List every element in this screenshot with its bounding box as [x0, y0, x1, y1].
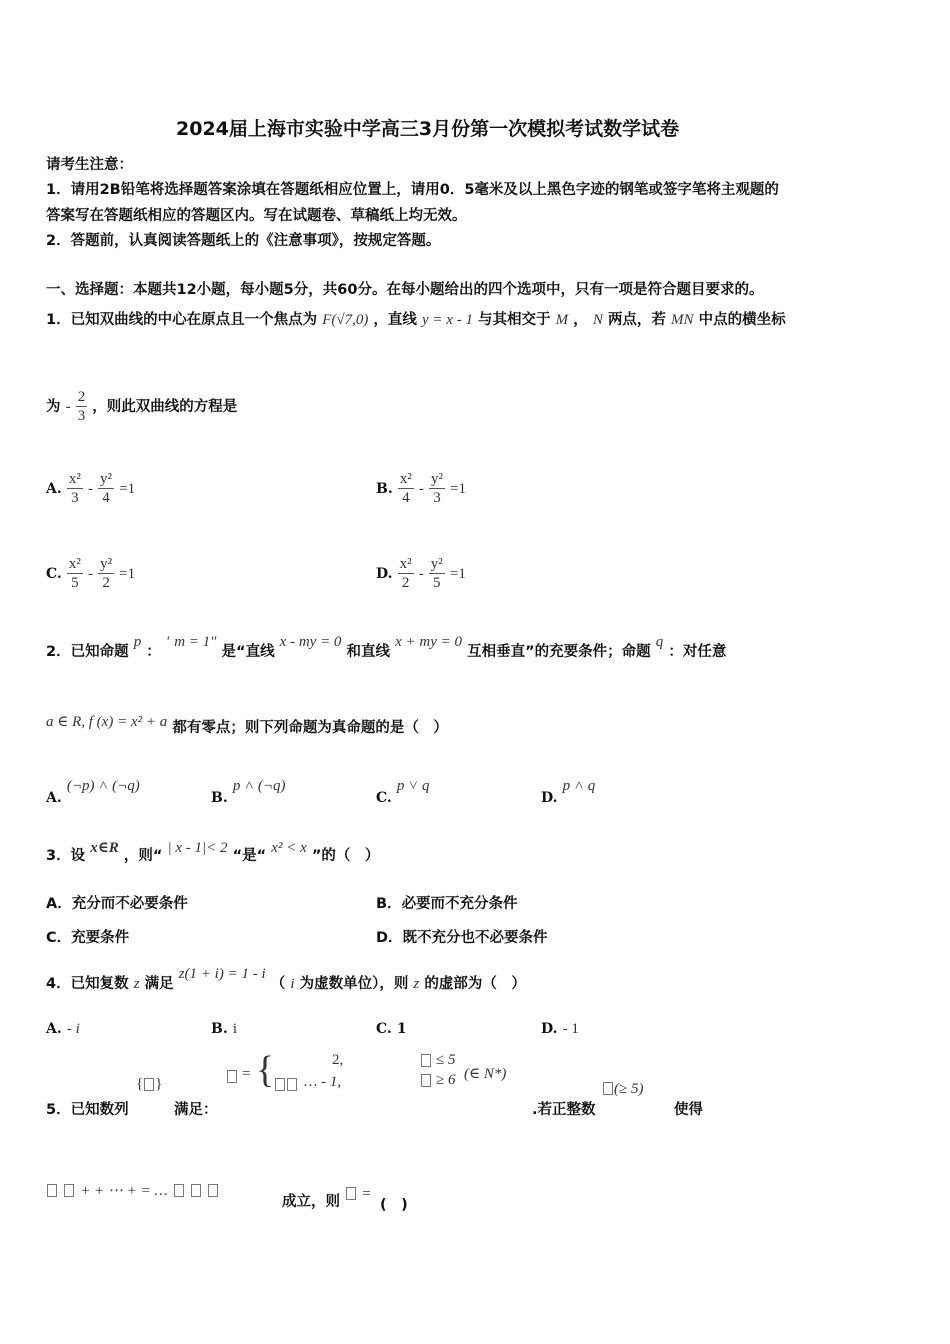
q5-text-1: 5．已知数列 [46, 1102, 129, 1118]
q1-sep: ， [573, 312, 588, 328]
q5-k-condition: (≥ 5) [602, 1078, 643, 1098]
section-heading: 一、选择题：本题共12小题，每小题5分，共60分。在每小题给出的四个选项中，只有一项是符合题目要求的。 [46, 282, 764, 298]
q5-case-1: 2, [332, 1052, 344, 1068]
q5-sequence-symbol: { } [136, 1076, 163, 1092]
q3-option-b[interactable]: B．必要而不充分条件 [376, 896, 518, 912]
q1-text-5: 中点的横坐标 [698, 312, 786, 328]
q4-option-c[interactable]: C. 1 [376, 1021, 407, 1037]
q4-option-a[interactable]: A. - i [46, 1021, 80, 1037]
q1-text-7: ，则此双曲线的方程是 [92, 399, 238, 415]
notice-line-1: 1．请用2B铅笔将选择题答案涂填在答题纸相应位置上，请用0．5毫米及以上黑色字迹的钢笔或签字笔将主观题的 [46, 182, 779, 198]
question-2-stem: 2．已知命题 p ： ' m = 1" 是“直线 x - my = 0 和直线 x + my = 0 互相垂直”的充要条件；命题 q ：对任意 [46, 634, 727, 660]
q5-answer-blank: ( ) [380, 1197, 408, 1213]
question-1-stem [46, 308, 786, 329]
q4-option-d[interactable]: D. - 1 [541, 1021, 579, 1037]
q1-text-2: ，直线 [373, 312, 417, 328]
q3-option-c[interactable]: C．充要条件 [46, 930, 130, 946]
q1-segment-mn: MN [671, 312, 694, 328]
q1-option-c[interactable]: C. $\frac{\text{x²}}{5}$ - $\frac{\text{y²}}{2}$ =1 [46, 556, 136, 591]
q5-domain: (∈ N*) [464, 1066, 507, 1082]
question-3-stem: 3．设 x∈R ，则“ | x - 1|< 2 “是“ x² < x ”的（ ） [46, 840, 380, 864]
q2-prop-p: p [133, 634, 142, 650]
q5-case-2: … - 1, [304, 1074, 342, 1090]
question-4-stem: 4．已知复数 z 满足 z(1 + i) = 1 - i （ i 为虚数单位），则 z 的虚部为（ ） [46, 966, 526, 992]
q1-focus: F(√7,0) [322, 312, 369, 328]
q3-x-in-r: x∈R [90, 840, 119, 856]
q2-function: a ∈ R, f (x) = x² + a [46, 714, 168, 730]
q1-option-a[interactable]: A. $\frac{\text{x²}}{3}$ - $\frac{\text{y²}}{4}$ =1 [46, 471, 136, 506]
page-title: 2024届上海市实验中学高三3月份第一次模拟考试数学试卷 [176, 118, 680, 140]
q1-option-d[interactable]: D. $\frac{\text{x²}}{2}$ - $\frac{\text{y²}}{5}$ =1 [376, 556, 466, 591]
q4-equation: z(1 + i) = 1 - i [178, 966, 266, 982]
q1-fraction: $\frac{2}{3}$ [77, 389, 86, 424]
q3-condition-2: x² < x [271, 840, 307, 856]
q2-option-a[interactable]: A. (¬p) ˄ (¬q) [46, 778, 140, 806]
q2-option-d[interactable]: D. p ˄ q [541, 778, 596, 806]
q5-text-2: 满足： [174, 1102, 218, 1118]
q2-line-1: x - my = 0 [279, 634, 342, 650]
q1-text-4: 两点，若 [607, 312, 666, 328]
q5-sum-equation: + + ⋯ + = … [46, 1180, 219, 1200]
q1-line-eq: y = x - 1 [422, 312, 473, 328]
q1-point-m: M [555, 312, 569, 328]
q5-stem-end: 成立，则 = [282, 1186, 371, 1210]
q2-option-b[interactable]: B. p ˄ (¬q) [211, 778, 286, 806]
q5-text-4: 使得 [674, 1102, 703, 1118]
q5-text-3: .若正整数 [532, 1102, 596, 1118]
q2-line-2: x + my = 0 [395, 634, 463, 650]
q2-m-eq: m = 1" [174, 634, 217, 650]
q1-text-3: 与其相交于 [478, 312, 551, 328]
notice-heading: 请考生注意： [46, 157, 133, 173]
question-2-stem-cont: a ∈ R, f (x) = x² + a 都有零点；则下列命题为真命题的是（ ） [46, 714, 448, 736]
q3-option-d[interactable]: D．既不充分也不必要条件 [376, 930, 548, 946]
notice-line-3: 2．答题前，认真阅读答题纸上的《注意事项》，按规定答题。 [46, 233, 441, 249]
q5-cond-1: ≤ 5 [436, 1052, 456, 1068]
notice-line-2: 答案写在答题纸相应的答题区内。写在试题卷、草稿纸上均无效。 [46, 208, 467, 224]
q2-prop-q: q [655, 634, 664, 650]
q1-text-6: 为 [46, 399, 61, 415]
q4-option-b[interactable]: B. i [211, 1021, 237, 1037]
question-1-stem-cont [46, 388, 237, 425]
q1-text-1: 1．已知双曲线的中心在原点且一个焦点为 [46, 312, 318, 328]
q1-point-n: N [592, 312, 603, 328]
q2-option-c[interactable]: C. p ˅ q [376, 778, 430, 806]
q1-option-b[interactable]: B. $\frac{\text{x²}}{4}$ - $\frac{\text{y²}}{3}$ =1 [376, 471, 467, 506]
q5-cond-2: ≥ 6 [436, 1072, 456, 1088]
q3-condition-1: | x - 1|< 2 [167, 840, 228, 856]
q1-neg-sign: - [65, 399, 71, 415]
q3-option-a[interactable]: A．充分而不必要条件 [46, 896, 188, 912]
